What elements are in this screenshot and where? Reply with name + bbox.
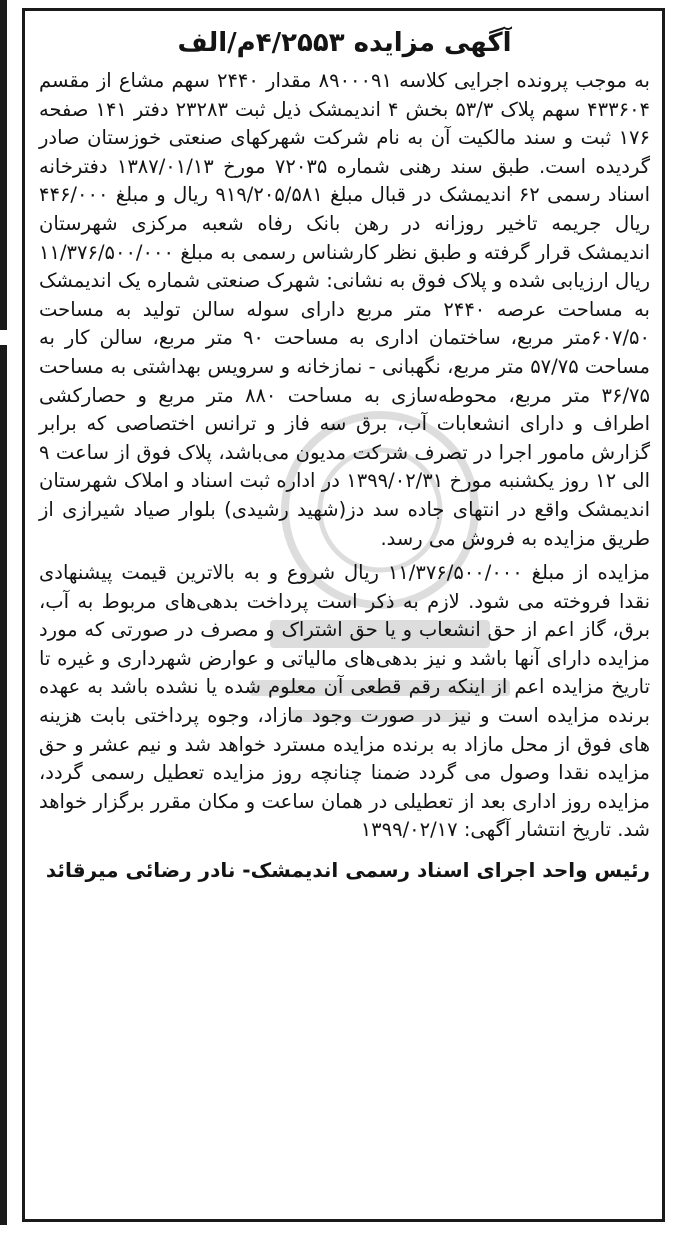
notice-title: آگهی مزایده ۴/۲۵۵۳م/الف bbox=[177, 28, 512, 58]
notice-signature: رئیس واحد اجرای اسناد رسمی اندیمشک- نادر رضائی میرقائد bbox=[45, 858, 650, 883]
auction-notice-frame bbox=[22, 8, 665, 1222]
left-edge-bar-top bbox=[0, 0, 7, 330]
left-edge-bar-bottom bbox=[0, 345, 7, 1225]
notice-paragraph-property: به موجب پرونده اجرایی کلاسه ۸۹۰۰۰۹۱ مقدار ۲۴۴۰ سهم مشاع از مقسم ۴۳۳۶۰۴ سهم پلاک ۵۳/۳ بخش ۴ اندیمشک ذیل ثبت ۲۳۲۸۳ دفتر ۱۴۱ صفحه ۱۷۶ ثبت و سند مالکیت آن به نام شرکت شهرکهای صنعتی خوزستان صادر گردیده است. طبق سند رهنی شماره ۷۲۰۳۵ مورخ ۱۳۸۷/۰۱/۱۳ دفترخانه اسناد رسمی ۶۲ اندیمشک در قبال مبلغ ۹۱۹/۲۰۵/۵۸۱ ریال و مبلغ ۴۴۶/۰۰۰ ریال جریمه تاخیر روزانه در رهن بانک رفاه شعبه مرکزی شهرستان اندیمشک قرار گرفته و طبق نظر کارشناس رسمی به مبلغ ۱۱/۳۷۶/۵۰۰/۰۰۰ ریال ارزیابی شده و پلاک فوق به نشانی: شهرک صنعتی شماره یک اندیمشک به مساحت عرصه ۲۴۴۰ متر مربع دارای سوله سالن تولید به مساحت ۶۰۷/۵۰متر مربع، ساختمان اداری به مساحت ۹۰ متر مربع، سالن کار به مساحت ۵۷/۷۵ متر مربع، نگهبانی - نمازخانه و سرویس بهداشتی به مساحت ۳۶/۷۵ متر مربع، محوطه‌سازی به مساحت ۸۸۰ متر مربع و حصارکشی اطراف و دارای انشعابات آب، برق سه فاز و ترانس اختصاصی که برابر گزارش مامور اجرا در تصرف شرکت مدیون می‌باشد، پلاک فوق از ساعت ۹ الی ۱۲ روز یکشنبه مورخ ۱۳۹۹/۰۲/۳۱ در اداره ثبت اسناد و املاک شهرستان اندیمشک واقع در انتهای جاده سد دز(شهید رشیدی) بلوار صیاد شیرازی از طریق مزایده به فروش می رسد. bbox=[38, 69, 651, 550]
notice-paragraph-conditions: مزایده از مبلغ ۱۱/۳۷۶/۵۰۰/۰۰۰ ریال شروع و به بالاترین قیمت پیشنهادی نقدا فروخته می شود. لازم به ذکر است پرداخت بدهی‌های مربوط به آب، برق، گاز اعم از حق انشعاب و یا حق اشتراک و مصرف در صورتی که مورد مزایده دارای آنها باشد و نیز بدهی‌های مالیاتی و عوارض شهرداری و غیره تا تاریخ مزایده اعم از اینکه رقم قطعی آن معلوم شده یا نشده باشد به عهده برنده مزایده است و نیز در صورت وجود مازاد، وجوه پرداختی بابت هزینه های فوق از محل مازاد به برنده مزایده مسترد خواهد شد و نیم عشر و حق مزایده نقدا وصول می گردد ضمنا چنانچه روز مزایده تعطیل رسمی گردد، مزایده روز اداری بعد از تعطیلی در همان ساعت و مکان مقرر برگزار خواهد شد. تاریخ انتشار آگهی: ۱۳۹۹/۰۲/۱۷ bbox=[39, 561, 650, 842]
